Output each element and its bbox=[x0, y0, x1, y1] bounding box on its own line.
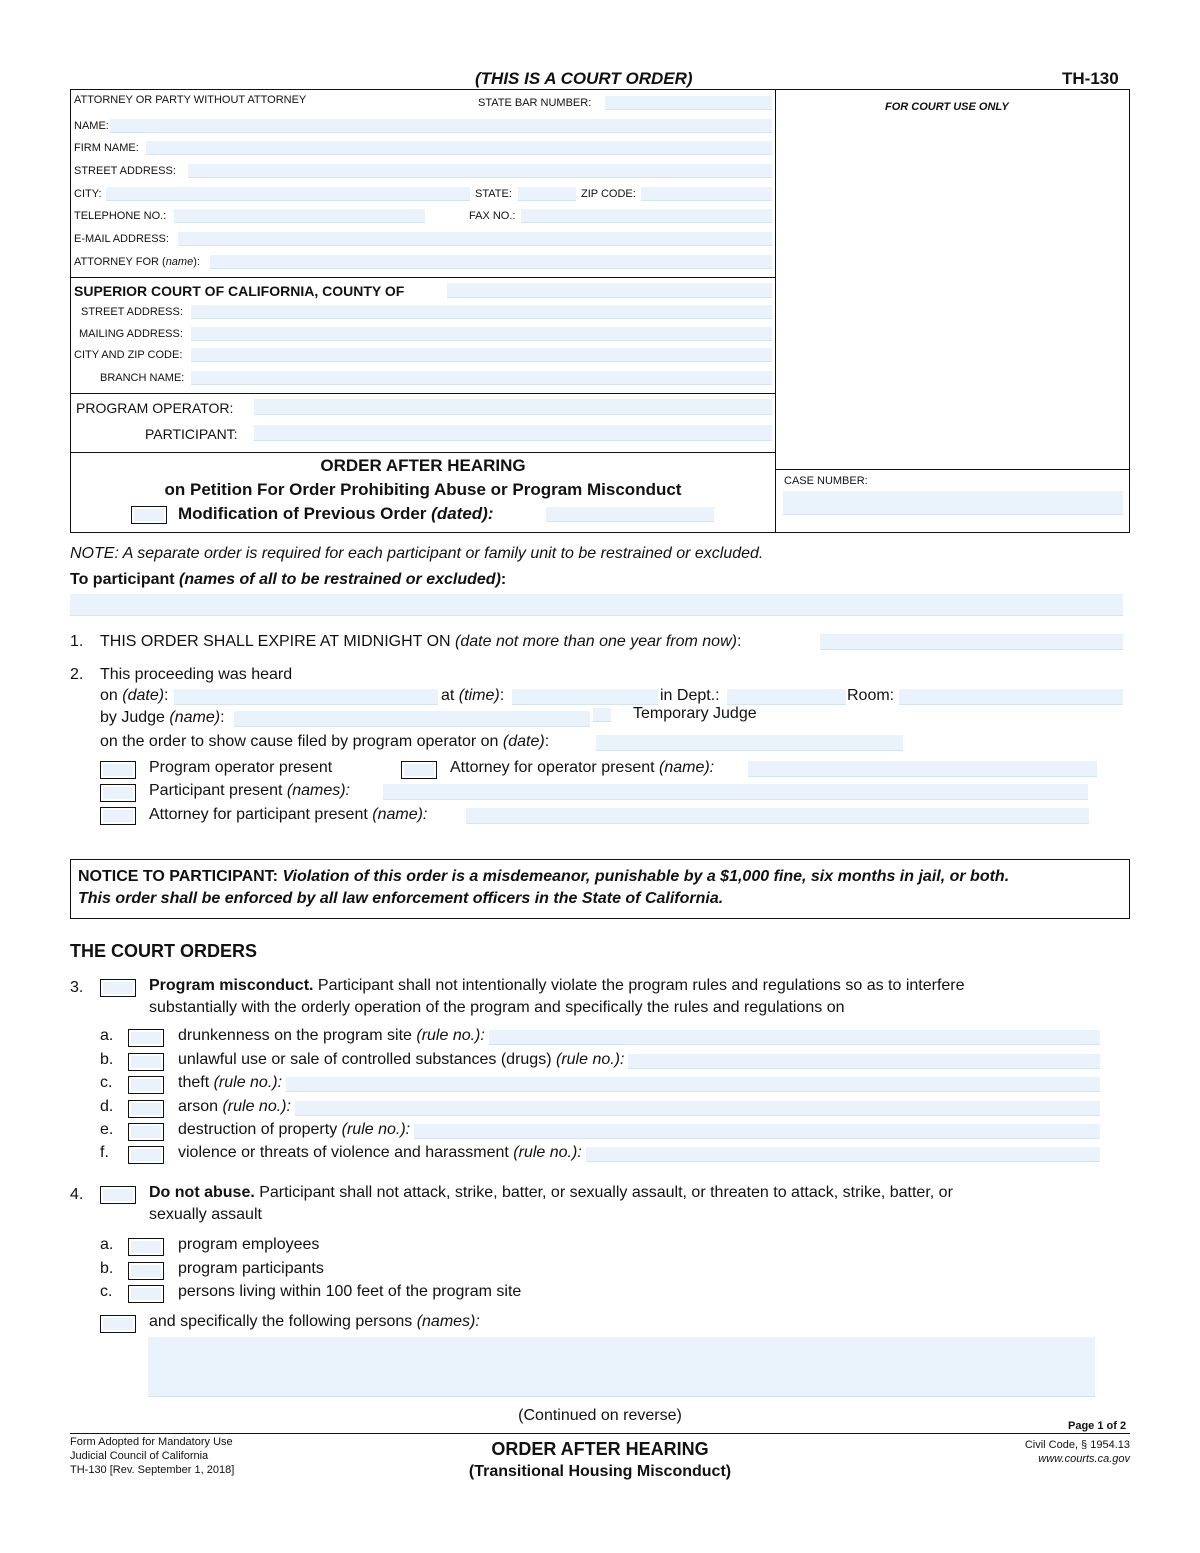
continued-text: (Continued on reverse) bbox=[518, 1407, 682, 1424]
court-branch-field[interactable] bbox=[191, 371, 772, 385]
participant-present-label: Participant present (names): bbox=[149, 782, 350, 799]
rule-number-field[interactable] bbox=[489, 1030, 1100, 1045]
court-city-label: CITY AND ZIP CODE: bbox=[74, 349, 183, 361]
rule-number-field[interactable] bbox=[414, 1124, 1100, 1139]
protected-item-checkbox[interactable] bbox=[128, 1285, 164, 1303]
telephone-field[interactable] bbox=[174, 209, 425, 223]
notice-line1: NOTICE TO PARTICIPANT: Violation of this order is a misdemeanor, punishable by a $1,000 fine, six months in jail, or both. bbox=[78, 868, 1010, 885]
attorney-participant-checkbox[interactable] bbox=[100, 807, 136, 825]
footer-code: Civil Code, § 1954.13 bbox=[1024, 1439, 1130, 1451]
item2-number: 2. bbox=[70, 666, 84, 683]
rule-item-checkbox[interactable] bbox=[128, 1123, 164, 1141]
participant-field[interactable] bbox=[254, 425, 772, 441]
state-bar-label: STATE BAR NUMBER: bbox=[478, 97, 592, 109]
city-field[interactable] bbox=[106, 187, 470, 201]
osc-date-field[interactable] bbox=[596, 735, 903, 751]
item4-text1: Do not abuse. Participant shall not attack, strike, batter, or sexually assault, or threaten to attack, strike, batter, or bbox=[149, 1184, 953, 1201]
rule-item-label: arson (rule no.): bbox=[178, 1098, 291, 1115]
rule-item-letter: c. bbox=[100, 1074, 113, 1091]
state-label: STATE: bbox=[475, 188, 512, 200]
attorney-operator-label: Attorney for operator present (name): bbox=[450, 759, 715, 776]
court-mailing-label: MAILING ADDRESS: bbox=[79, 328, 183, 340]
protected-item-letter: a. bbox=[100, 1236, 114, 1253]
item2-at-label: at (time): bbox=[441, 687, 505, 704]
item1-number: 1. bbox=[70, 633, 84, 650]
rule-item-label: theft (rule no.): bbox=[178, 1074, 283, 1091]
attorney-participant-field[interactable] bbox=[466, 808, 1089, 824]
firm-field[interactable] bbox=[146, 141, 772, 155]
participant-present-field[interactable] bbox=[383, 784, 1088, 800]
case-number-label: CASE NUMBER: bbox=[784, 475, 868, 487]
specific-persons-checkbox[interactable] bbox=[100, 1315, 136, 1333]
item1-text: THIS ORDER SHALL EXPIRE AT MIDNIGHT ON (date not more than one year from now): bbox=[100, 633, 742, 650]
order-subtitle: on Petition For Order Prohibiting Abuse or Program Misconduct bbox=[164, 480, 682, 499]
page-number: Page 1 of 2 bbox=[1068, 1420, 1127, 1432]
attorney-title: ATTORNEY OR PARTY WITHOUT ATTORNEY bbox=[74, 94, 307, 106]
court-street-label: STREET ADDRESS: bbox=[81, 306, 183, 318]
modification-date-field[interactable] bbox=[546, 507, 714, 522]
item4-number: 4. bbox=[70, 1186, 84, 1203]
rule-number-field[interactable] bbox=[286, 1077, 1100, 1092]
operator-present-checkbox[interactable] bbox=[100, 761, 136, 779]
judge-name-field[interactable] bbox=[234, 711, 590, 727]
county-field[interactable] bbox=[447, 283, 772, 298]
program-misconduct-checkbox[interactable] bbox=[100, 979, 136, 997]
court-branch-label: BRANCH NAME: bbox=[100, 372, 185, 384]
attorney-participant-label: Attorney for participant present (name): bbox=[149, 806, 428, 823]
court-street-field[interactable] bbox=[191, 305, 772, 319]
court-order-heading: (THIS IS A COURT ORDER) bbox=[475, 69, 693, 88]
footer-web: www.courts.ca.gov bbox=[1038, 1453, 1130, 1465]
item2-dept-label: in Dept.: bbox=[660, 687, 720, 704]
protected-item-letter: c. bbox=[100, 1283, 113, 1300]
item3-text2: substantially with the orderly operation of the program and specifically the rules and regulations on bbox=[149, 999, 845, 1016]
rule-item-checkbox[interactable] bbox=[128, 1029, 164, 1047]
item4-text2: sexually assault bbox=[149, 1206, 262, 1223]
name-field[interactable] bbox=[110, 119, 772, 133]
attorney-operator-checkbox[interactable] bbox=[401, 761, 437, 779]
room-field[interactable] bbox=[899, 689, 1123, 705]
rule-item-letter: d. bbox=[100, 1098, 114, 1115]
modification-label: Modification of Previous Order (dated): bbox=[178, 504, 494, 523]
rule-item-letter: b. bbox=[100, 1051, 114, 1068]
rule-number-field[interactable] bbox=[628, 1054, 1100, 1069]
operator-field[interactable] bbox=[254, 399, 772, 415]
court-city-field[interactable] bbox=[191, 348, 772, 362]
footer-rule bbox=[70, 1433, 1130, 1434]
protected-item-letter: b. bbox=[100, 1260, 114, 1277]
court-title: SUPERIOR COURT OF CALIFORNIA, COUNTY OF bbox=[74, 283, 405, 299]
attorney-for-label: ATTORNEY FOR (name): bbox=[74, 256, 200, 268]
rule-number-field[interactable] bbox=[586, 1147, 1100, 1162]
attorney-operator-field[interactable] bbox=[748, 761, 1097, 777]
specific-persons-field[interactable] bbox=[148, 1337, 1095, 1397]
city-label: CITY: bbox=[74, 188, 102, 200]
state-bar-field[interactable] bbox=[605, 96, 772, 110]
rule-item-letter: a. bbox=[100, 1027, 114, 1044]
footer-left: Form Adopted for Mandatory Use Judicial Council of California TH-130 [Rev. September 1, 2018] bbox=[70, 1436, 235, 1476]
rule-number-field[interactable] bbox=[295, 1101, 1100, 1116]
zip-label: ZIP CODE: bbox=[581, 188, 636, 200]
street-label: STREET ADDRESS: bbox=[74, 165, 176, 177]
hearing-time-field[interactable] bbox=[512, 689, 658, 705]
fax-label: FAX NO.: bbox=[469, 210, 516, 222]
firm-label: FIRM NAME: bbox=[74, 142, 139, 154]
state-field[interactable] bbox=[518, 187, 576, 201]
email-field[interactable] bbox=[178, 232, 772, 246]
operator-present-label: Program operator present bbox=[149, 759, 333, 776]
item3-text1: Program misconduct. Participant shall not intentionally violate the program rules and regulations so as to interfere bbox=[149, 977, 965, 994]
item2-heard: This proceeding was heard bbox=[100, 666, 293, 683]
item2-judge-label: by Judge (name): bbox=[100, 709, 225, 726]
operator-label: PROGRAM OPERATOR: bbox=[76, 400, 234, 416]
protected-item-label: program employees bbox=[178, 1236, 320, 1253]
item2-room-label: Room: bbox=[847, 687, 895, 704]
court-orders-heading: THE COURT ORDERS bbox=[70, 941, 258, 961]
rule-item-checkbox[interactable] bbox=[128, 1100, 164, 1118]
protected-item-checkbox[interactable] bbox=[128, 1238, 164, 1256]
order-title: ORDER AFTER HEARING bbox=[320, 456, 526, 475]
note-text: NOTE: A separate order is required for each participant or family unit to be restrained or excluded. bbox=[70, 545, 764, 562]
footer-title: ORDER AFTER HEARING bbox=[491, 1439, 709, 1459]
participant-names-field[interactable] bbox=[70, 594, 1123, 616]
rule-item-label: unlawful use or sale of controlled substances (drugs) (rule no.): bbox=[178, 1051, 625, 1068]
rule-item-checkbox[interactable] bbox=[128, 1053, 164, 1071]
telephone-label: TELEPHONE NO.: bbox=[74, 210, 167, 222]
to-participant-label: To participant (names of all to be restrained or excluded): bbox=[70, 571, 507, 588]
footer-subtitle: (Transitional Housing Misconduct) bbox=[468, 1463, 732, 1480]
protected-item-label: program participants bbox=[178, 1260, 324, 1277]
protected-item-label: persons living within 100 feet of the program site bbox=[178, 1283, 522, 1300]
rule-item-letter: e. bbox=[100, 1121, 114, 1138]
item2-osc-label: on the order to show cause filed by program operator on (date): bbox=[100, 733, 550, 750]
case-number-field[interactable] bbox=[783, 491, 1123, 515]
zip-field[interactable] bbox=[641, 187, 772, 201]
rule-item-letter: f. bbox=[100, 1144, 109, 1161]
temp-judge-label: Temporary Judge bbox=[633, 705, 757, 722]
court-use-label: FOR COURT USE ONLY bbox=[885, 101, 1009, 113]
rule-item-label: destruction of property (rule no.): bbox=[178, 1121, 411, 1138]
participant-label: PARTICIPANT: bbox=[145, 426, 238, 442]
rule-item-checkbox[interactable] bbox=[128, 1076, 164, 1094]
form-number: TH-130 bbox=[1062, 69, 1119, 88]
do-not-abuse-checkbox[interactable] bbox=[100, 1186, 136, 1204]
modification-checkbox[interactable] bbox=[131, 506, 167, 524]
street-field[interactable] bbox=[188, 164, 772, 178]
dept-field[interactable] bbox=[727, 689, 846, 705]
expire-date-field[interactable] bbox=[820, 634, 1123, 650]
item2-on-label: on (date): bbox=[100, 687, 169, 704]
protected-item-checkbox[interactable] bbox=[128, 1262, 164, 1280]
specific-persons-label: and specifically the following persons (names): bbox=[149, 1313, 480, 1330]
attorney-for-field[interactable] bbox=[210, 255, 772, 269]
fax-field[interactable] bbox=[521, 209, 772, 223]
court-mailing-field[interactable] bbox=[191, 327, 772, 341]
name-label: NAME: bbox=[74, 120, 109, 132]
hearing-date-field[interactable] bbox=[174, 689, 438, 705]
notice-line2: This order shall be enforced by all law enforcement officers in the State of California. bbox=[78, 890, 724, 907]
rule-item-checkbox[interactable] bbox=[128, 1146, 164, 1164]
rule-item-label: violence or threats of violence and harassment (rule no.): bbox=[178, 1144, 582, 1161]
temp-judge-checkbox[interactable] bbox=[593, 708, 611, 722]
rule-item-label: drunkenness on the program site (rule no.): bbox=[178, 1027, 485, 1044]
participant-present-checkbox[interactable] bbox=[100, 784, 136, 802]
email-label: E-MAIL ADDRESS: bbox=[74, 233, 169, 245]
item3-number: 3. bbox=[70, 979, 84, 996]
